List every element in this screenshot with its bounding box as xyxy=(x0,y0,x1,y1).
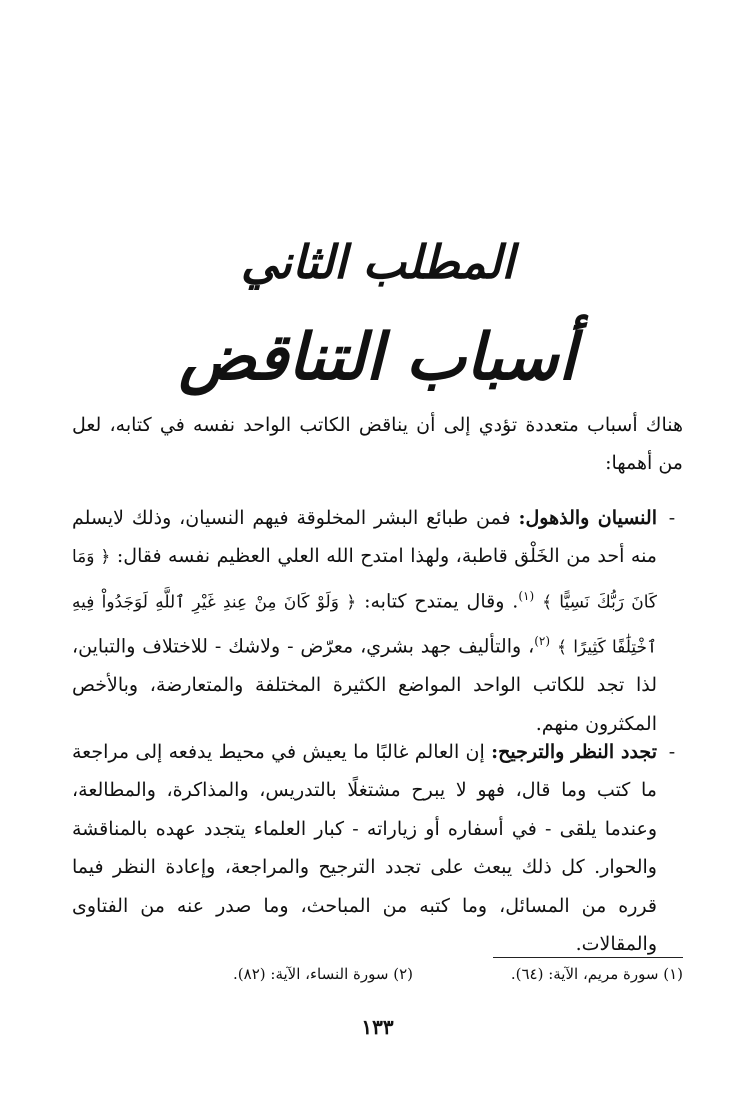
footnote-2: (٢) سورة النساء، الآية: (٨٢). xyxy=(233,965,413,983)
bullet-text: . وقال يمتدح كتابه: xyxy=(364,590,519,613)
footnotes xyxy=(72,962,683,986)
footnote-divider xyxy=(493,957,683,958)
bullet-heading: النسيان والذهول: xyxy=(518,507,657,529)
page-title: أسباب التناقض xyxy=(178,320,577,395)
footnote-ref: (١) xyxy=(518,588,535,603)
bullet-forgetfulness xyxy=(72,499,683,743)
bullet-dash: - xyxy=(668,507,676,529)
section-label: المطلب الثاني xyxy=(240,235,515,289)
quran-verse: ﴿ وَمَا كَانَ رَبُّكَ نَسِيًّا ﴾ xyxy=(72,547,658,613)
bullet-heading: تجدد النظر والترجيح: xyxy=(491,741,657,763)
footnote-ref: (٢) xyxy=(534,633,551,648)
bullet-text: إن العالم غالبًا ما يعيش في محيط يدفعه إلى مراجعة ما كتب وما قال، فهو لا يبرح مشتغلًا بالتدريس، والمذاكرة، والمطالعة، وعندما يلقى - في أسفاره أو زياراته - كبار العلماء يتجدد عهده بالمناقشة والحوار. كل ذلك يبعث على تجدد الترجيح والمراجعة، وإعادة النظر فيما قرره من المسائل، وما كتبه من المباحث، وما صدر عنه من الفتاوى والمقالات. xyxy=(72,741,657,956)
quran-verse: ﴿ وَلَوْ كَانَ مِنْ عِندِ غَيْرِ ٱللَّهِ لَوَجَدُواْ فِيهِ ٱخْتِلَٰفًا كَثِيرًا ﴾ xyxy=(72,592,658,657)
footnote-1: (١) سورة مريم، الآية: (٦٤). xyxy=(510,965,683,983)
bullet-text: فمن طبائع البشر المخلوقة فيهم النسيان، وذلك لايسلم منه أحد من الخَلْق قاطبة، ولهذا امتدح الله العلي العظيم نفسه فقال: xyxy=(72,507,657,568)
bullet-review xyxy=(72,733,683,963)
bullet-text: ، والتأليف جهد بشري، معرّض - ولاشك - للاختلاف والتباين، لذا تجد للكاتب الواحد المواضع الكثيرة المختلفة والمتعارضة، وبالأخص المكثرون منهم. xyxy=(72,634,657,735)
bullet-dash: - xyxy=(668,741,676,763)
page-number: ١٣٣ xyxy=(361,1015,394,1039)
intro-paragraph: هناك أسباب متعددة تؤدي إلى أن يناقض الكاتب الواحد نفسه في كتابه، لعل من أهمها: xyxy=(72,414,683,474)
